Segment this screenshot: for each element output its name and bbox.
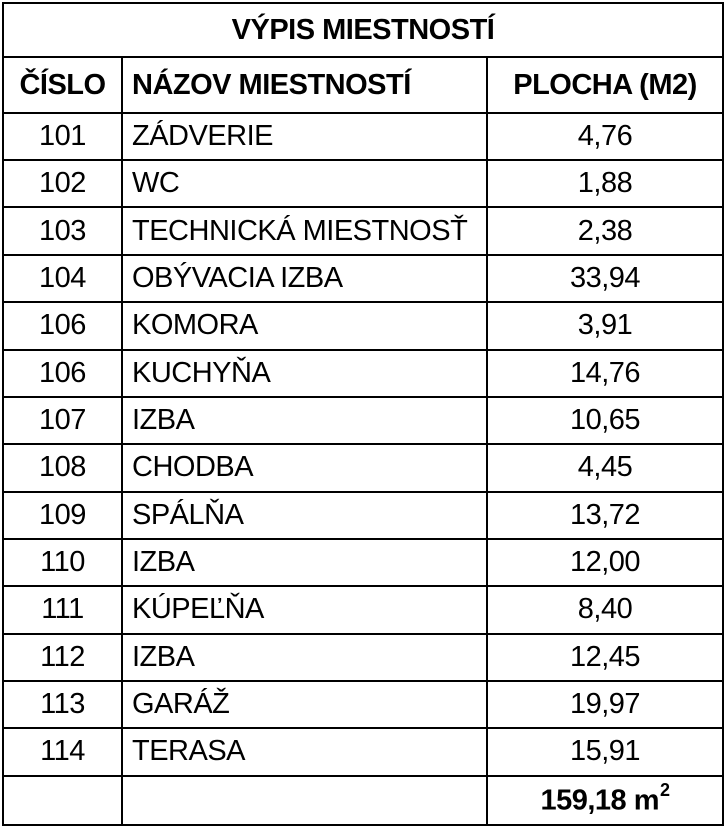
room-number-cell: 101: [3, 113, 122, 160]
room-area-cell: 10,65: [487, 397, 723, 444]
table-row: [3, 586, 723, 633]
total-area-value: 159,18 m: [540, 784, 660, 817]
total-row: [3, 776, 723, 825]
room-name-cell: SPÁLŇA: [122, 492, 487, 539]
total-area-cell: [487, 776, 723, 825]
header-row: [3, 57, 723, 112]
room-name-cell: CHODBA: [122, 444, 487, 491]
room-number-cell: 110: [3, 539, 122, 586]
table-row: [3, 113, 723, 160]
table-row: [3, 634, 723, 681]
room-name-cell: WC: [122, 160, 487, 207]
room-number-cell: 103: [3, 207, 122, 254]
table-row: [3, 350, 723, 397]
room-area-cell: 12,45: [487, 634, 723, 681]
table-row: [3, 397, 723, 444]
room-name-cell: IZBA: [122, 397, 487, 444]
header-name: NÁZOV MIESTNOSTÍ: [122, 57, 487, 112]
room-area-cell: 33,94: [487, 255, 723, 302]
table-row: [3, 160, 723, 207]
room-area-cell: 3,91: [487, 302, 723, 349]
header-number: ČÍSLO: [3, 57, 122, 112]
table-row: [3, 255, 723, 302]
room-name-cell: KUCHYŇA: [122, 350, 487, 397]
table-row: [3, 681, 723, 728]
room-name-cell: ZÁDVERIE: [122, 113, 487, 160]
room-number-cell: 114: [3, 728, 122, 775]
room-name-cell: KÚPEĽŇA: [122, 586, 487, 633]
room-area-cell: 4,76: [487, 113, 723, 160]
room-area-cell: 13,72: [487, 492, 723, 539]
room-area-cell: 19,97: [487, 681, 723, 728]
room-number-cell: 109: [3, 492, 122, 539]
room-number-cell: 113: [3, 681, 122, 728]
room-schedule-table: [2, 2, 724, 826]
table-row: [3, 444, 723, 491]
room-area-cell: 14,76: [487, 350, 723, 397]
room-number-cell: 104: [3, 255, 122, 302]
room-number-cell: 108: [3, 444, 122, 491]
room-name-cell: IZBA: [122, 539, 487, 586]
total-empty-number-cell: [3, 776, 122, 825]
table-row: [3, 492, 723, 539]
room-area-cell: 4,45: [487, 444, 723, 491]
room-name-cell: OBÝVACIA IZBA: [122, 255, 487, 302]
room-number-cell: 111: [3, 586, 122, 633]
room-area-cell: 8,40: [487, 586, 723, 633]
total-area-unit-exponent: 2: [660, 779, 670, 800]
room-number-cell: 106: [3, 302, 122, 349]
room-number-cell: 112: [3, 634, 122, 681]
room-number-cell: 107: [3, 397, 122, 444]
room-name-cell: IZBA: [122, 634, 487, 681]
room-area-cell: 2,38: [487, 207, 723, 254]
room-area-cell: 1,88: [487, 160, 723, 207]
room-name-cell: KOMORA: [122, 302, 487, 349]
table-row: [3, 539, 723, 586]
room-area-cell: 12,00: [487, 539, 723, 586]
room-number-cell: 106: [3, 350, 122, 397]
header-area: PLOCHA (M2): [487, 57, 723, 112]
room-name-cell: GARÁŽ: [122, 681, 487, 728]
room-name-cell: TERASA: [122, 728, 487, 775]
table-row: [3, 207, 723, 254]
room-number-cell: 102: [3, 160, 122, 207]
total-empty-name-cell: [122, 776, 487, 825]
table-row: [3, 302, 723, 349]
room-name-cell: TECHNICKÁ MIESTNOSŤ: [122, 207, 487, 254]
room-area-cell: 15,91: [487, 728, 723, 775]
table-title: VÝPIS MIESTNOSTÍ: [3, 3, 723, 57]
table-row: [3, 728, 723, 775]
title-row: [3, 3, 723, 57]
